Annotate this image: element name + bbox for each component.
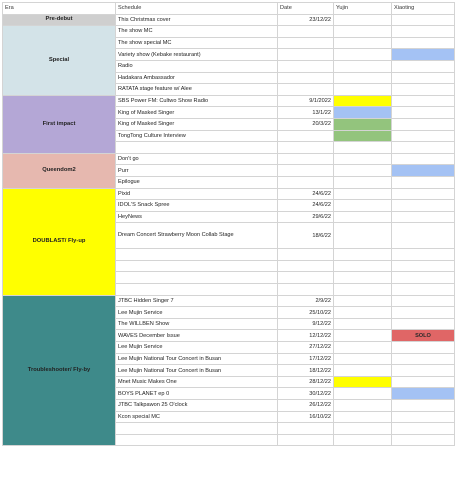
xiaoting-cell[interactable]: SOLO <box>392 330 455 342</box>
xiaoting-cell[interactable] <box>392 153 455 165</box>
schedule-cell[interactable]: IDOL'S Snack Spree <box>116 200 278 212</box>
xiaoting-cell[interactable] <box>392 211 455 223</box>
xiaoting-cell[interactable] <box>392 353 455 365</box>
yujin-cell[interactable] <box>334 260 392 272</box>
yujin-cell[interactable] <box>334 249 392 261</box>
date-cell[interactable]: 18/12/22 <box>278 365 334 377</box>
header-date[interactable]: Date <box>278 3 334 15</box>
xiaoting-cell[interactable] <box>392 165 455 177</box>
date-cell[interactable]: 28/12/22 <box>278 376 334 388</box>
date-cell[interactable]: 24/6/22 <box>278 200 334 212</box>
date-cell[interactable] <box>278 176 334 188</box>
yujin-cell[interactable] <box>334 165 392 177</box>
xiaoting-cell[interactable] <box>392 49 455 61</box>
spreadsheet <box>2 2 454 476</box>
date-cell[interactable] <box>278 165 334 177</box>
xiaoting-cell[interactable] <box>392 376 455 388</box>
yujin-cell[interactable] <box>334 107 392 119</box>
yujin-cell[interactable] <box>334 37 392 49</box>
table-row <box>3 26 455 38</box>
schedule-cell[interactable] <box>116 260 278 272</box>
era-cell[interactable]: Troubleshooter/ Fly-by <box>3 295 116 446</box>
yujin-cell[interactable] <box>334 272 392 284</box>
yujin-cell[interactable] <box>334 84 392 96</box>
date-cell[interactable] <box>278 130 334 142</box>
date-cell[interactable]: 27/12/22 <box>278 342 334 354</box>
schedule-cell[interactable]: Kcon special MC <box>116 411 278 423</box>
schedule-cell[interactable] <box>116 423 278 435</box>
xiaoting-cell[interactable] <box>392 142 455 154</box>
xiaoting-cell[interactable] <box>392 307 455 319</box>
schedule-cell[interactable]: Lee Mujin National Tour Concert in Busan <box>116 353 278 365</box>
schedule-cell[interactable]: Radio <box>116 60 278 72</box>
yujin-cell[interactable] <box>334 153 392 165</box>
schedule-cell[interactable]: The show special MC <box>116 37 278 49</box>
yujin-cell[interactable] <box>334 95 392 107</box>
yujin-cell[interactable] <box>334 49 392 61</box>
xiaoting-cell[interactable] <box>392 423 455 435</box>
yujin-cell[interactable] <box>334 14 392 26</box>
date-cell[interactable] <box>278 434 334 446</box>
date-cell[interactable] <box>278 423 334 435</box>
date-cell[interactable] <box>278 272 334 284</box>
header-era[interactable]: Era <box>3 3 116 15</box>
date-cell[interactable] <box>278 84 334 96</box>
date-cell[interactable] <box>278 142 334 154</box>
yujin-cell[interactable] <box>334 295 392 307</box>
yujin-cell[interactable] <box>334 284 392 296</box>
date-cell[interactable]: 24/6/22 <box>278 188 334 200</box>
xiaoting-cell[interactable] <box>392 84 455 96</box>
date-cell[interactable] <box>278 249 334 261</box>
yujin-cell[interactable] <box>334 434 392 446</box>
schedule-cell[interactable]: Lee Mujin Service <box>116 342 278 354</box>
yujin-cell[interactable] <box>334 400 392 412</box>
schedule-cell[interactable] <box>116 272 278 284</box>
yujin-cell[interactable] <box>334 423 392 435</box>
schedule-table <box>2 2 455 446</box>
xiaoting-cell[interactable] <box>392 284 455 296</box>
xiaoting-cell[interactable] <box>392 400 455 412</box>
schedule-cell[interactable]: King of Masked Singer <box>116 107 278 119</box>
schedule-cell[interactable] <box>116 142 278 154</box>
schedule-cell[interactable]: RATATA stage feature w/ Alee <box>116 84 278 96</box>
yujin-cell[interactable] <box>334 142 392 154</box>
xiaoting-cell[interactable] <box>392 14 455 26</box>
yujin-cell[interactable] <box>334 307 392 319</box>
header-row <box>3 3 455 15</box>
table-row <box>3 153 455 165</box>
yujin-cell[interactable] <box>334 411 392 423</box>
date-cell[interactable]: 30/12/22 <box>278 388 334 400</box>
xiaoting-cell[interactable] <box>392 318 455 330</box>
date-cell[interactable] <box>278 60 334 72</box>
schedule-cell[interactable]: Don't go <box>116 153 278 165</box>
xiaoting-cell[interactable] <box>392 107 455 119</box>
schedule-cell[interactable] <box>116 284 278 296</box>
xiaoting-cell[interactable] <box>392 249 455 261</box>
schedule-cell[interactable]: SBS Power FM: Cultwo Show Radio <box>116 95 278 107</box>
schedule-cell[interactable]: King of Masked Singer <box>116 118 278 130</box>
header-yujin[interactable]: Yujin <box>334 3 392 15</box>
yujin-cell[interactable] <box>334 176 392 188</box>
xiaoting-cell[interactable] <box>392 176 455 188</box>
yujin-cell[interactable] <box>334 118 392 130</box>
schedule-cell[interactable]: Lee Mujin National Tour Concert in Busan <box>116 365 278 377</box>
schedule-cell[interactable]: HeyNews <box>116 211 278 223</box>
date-cell[interactable] <box>278 153 334 165</box>
schedule-cell[interactable]: Mnet Music Makes One <box>116 376 278 388</box>
yujin-cell[interactable] <box>334 376 392 388</box>
header-xiaoting[interactable]: Xiaoting <box>392 3 455 15</box>
xiaoting-cell[interactable] <box>392 37 455 49</box>
date-cell[interactable]: 23/12/22 <box>278 14 334 26</box>
xiaoting-cell[interactable] <box>392 200 455 212</box>
era-cell[interactable]: DOUBLAST/ Fly-up <box>3 188 116 295</box>
yujin-cell[interactable] <box>334 211 392 223</box>
date-cell[interactable]: 9/1/2022 <box>278 95 334 107</box>
xiaoting-cell[interactable] <box>392 434 455 446</box>
era-cell[interactable]: Special <box>3 26 116 96</box>
xiaoting-cell[interactable] <box>392 388 455 400</box>
header-schedule[interactable]: Schedule <box>116 3 278 15</box>
xiaoting-cell[interactable] <box>392 130 455 142</box>
yujin-cell[interactable] <box>334 188 392 200</box>
yujin-cell[interactable] <box>334 330 392 342</box>
date-cell[interactable]: 13/1/22 <box>278 107 334 119</box>
schedule-cell[interactable]: Variety show (Kebake restaurant) <box>116 49 278 61</box>
date-cell[interactable] <box>278 284 334 296</box>
date-cell[interactable]: 18/6/22 <box>278 223 334 249</box>
date-cell[interactable]: 9/12/22 <box>278 318 334 330</box>
era-cell[interactable]: Pre-debut <box>3 14 116 26</box>
date-cell[interactable]: 12/12/22 <box>278 330 334 342</box>
date-cell[interactable]: 16/10/22 <box>278 411 334 423</box>
xiaoting-cell[interactable] <box>392 95 455 107</box>
date-cell[interactable]: 2/9/22 <box>278 295 334 307</box>
yujin-cell[interactable] <box>334 200 392 212</box>
schedule-cell[interactable]: JTBC Talkpawon 25 O'clock <box>116 400 278 412</box>
table-row <box>3 295 455 307</box>
schedule-cell[interactable]: This Christmas cover <box>116 14 278 26</box>
xiaoting-cell[interactable] <box>392 60 455 72</box>
date-cell[interactable]: 29/6/22 <box>278 211 334 223</box>
table-row <box>3 14 455 26</box>
xiaoting-cell[interactable] <box>392 411 455 423</box>
xiaoting-cell[interactable] <box>392 342 455 354</box>
date-cell[interactable]: 26/12/22 <box>278 400 334 412</box>
era-cell[interactable]: Queendom2 <box>3 153 116 188</box>
schedule-cell[interactable]: The show MC <box>116 26 278 38</box>
schedule-cell[interactable] <box>116 249 278 261</box>
xiaoting-cell[interactable] <box>392 295 455 307</box>
yujin-cell[interactable] <box>334 223 392 249</box>
yujin-cell[interactable] <box>334 318 392 330</box>
schedule-cell[interactable]: Lee Mujin Service <box>116 307 278 319</box>
xiaoting-cell[interactable] <box>392 72 455 84</box>
schedule-cell[interactable]: Dream Concert Strawberry Moon Collab Stage <box>116 223 278 249</box>
date-cell[interactable] <box>278 72 334 84</box>
xiaoting-cell[interactable] <box>392 188 455 200</box>
xiaoting-cell[interactable] <box>392 223 455 249</box>
yujin-cell[interactable] <box>334 365 392 377</box>
schedule-cell[interactable]: BOYS PLANET ep 0 <box>116 388 278 400</box>
schedule-cell[interactable] <box>116 434 278 446</box>
schedule-cell[interactable]: TongTong Culture Interview <box>116 130 278 142</box>
xiaoting-cell[interactable] <box>392 26 455 38</box>
yujin-cell[interactable] <box>334 130 392 142</box>
yujin-cell[interactable] <box>334 72 392 84</box>
xiaoting-cell[interactable] <box>392 260 455 272</box>
schedule-cell[interactable]: Hadakara Ambassador <box>116 72 278 84</box>
yujin-cell[interactable] <box>334 26 392 38</box>
schedule-cell[interactable]: The WILLBEN Show <box>116 318 278 330</box>
schedule-cell[interactable]: Epilogue <box>116 176 278 188</box>
date-cell[interactable] <box>278 49 334 61</box>
date-cell[interactable]: 17/12/22 <box>278 353 334 365</box>
schedule-cell[interactable]: Pixid <box>116 188 278 200</box>
date-cell[interactable]: 20/3/22 <box>278 118 334 130</box>
xiaoting-cell[interactable] <box>392 272 455 284</box>
yujin-cell[interactable] <box>334 60 392 72</box>
schedule-cell[interactable]: WAVES December Issue <box>116 330 278 342</box>
yujin-cell[interactable] <box>334 353 392 365</box>
table-row <box>3 95 455 107</box>
yujin-cell[interactable] <box>334 388 392 400</box>
schedule-cell[interactable]: JTBC Hidden Singer 7 <box>116 295 278 307</box>
xiaoting-cell[interactable] <box>392 365 455 377</box>
date-cell[interactable] <box>278 26 334 38</box>
table-row <box>3 188 455 200</box>
schedule-cell[interactable]: Purr <box>116 165 278 177</box>
xiaoting-cell[interactable] <box>392 118 455 130</box>
era-cell[interactable]: First impact <box>3 95 116 153</box>
date-cell[interactable] <box>278 260 334 272</box>
yujin-cell[interactable] <box>334 342 392 354</box>
date-cell[interactable] <box>278 37 334 49</box>
date-cell[interactable]: 25/10/22 <box>278 307 334 319</box>
